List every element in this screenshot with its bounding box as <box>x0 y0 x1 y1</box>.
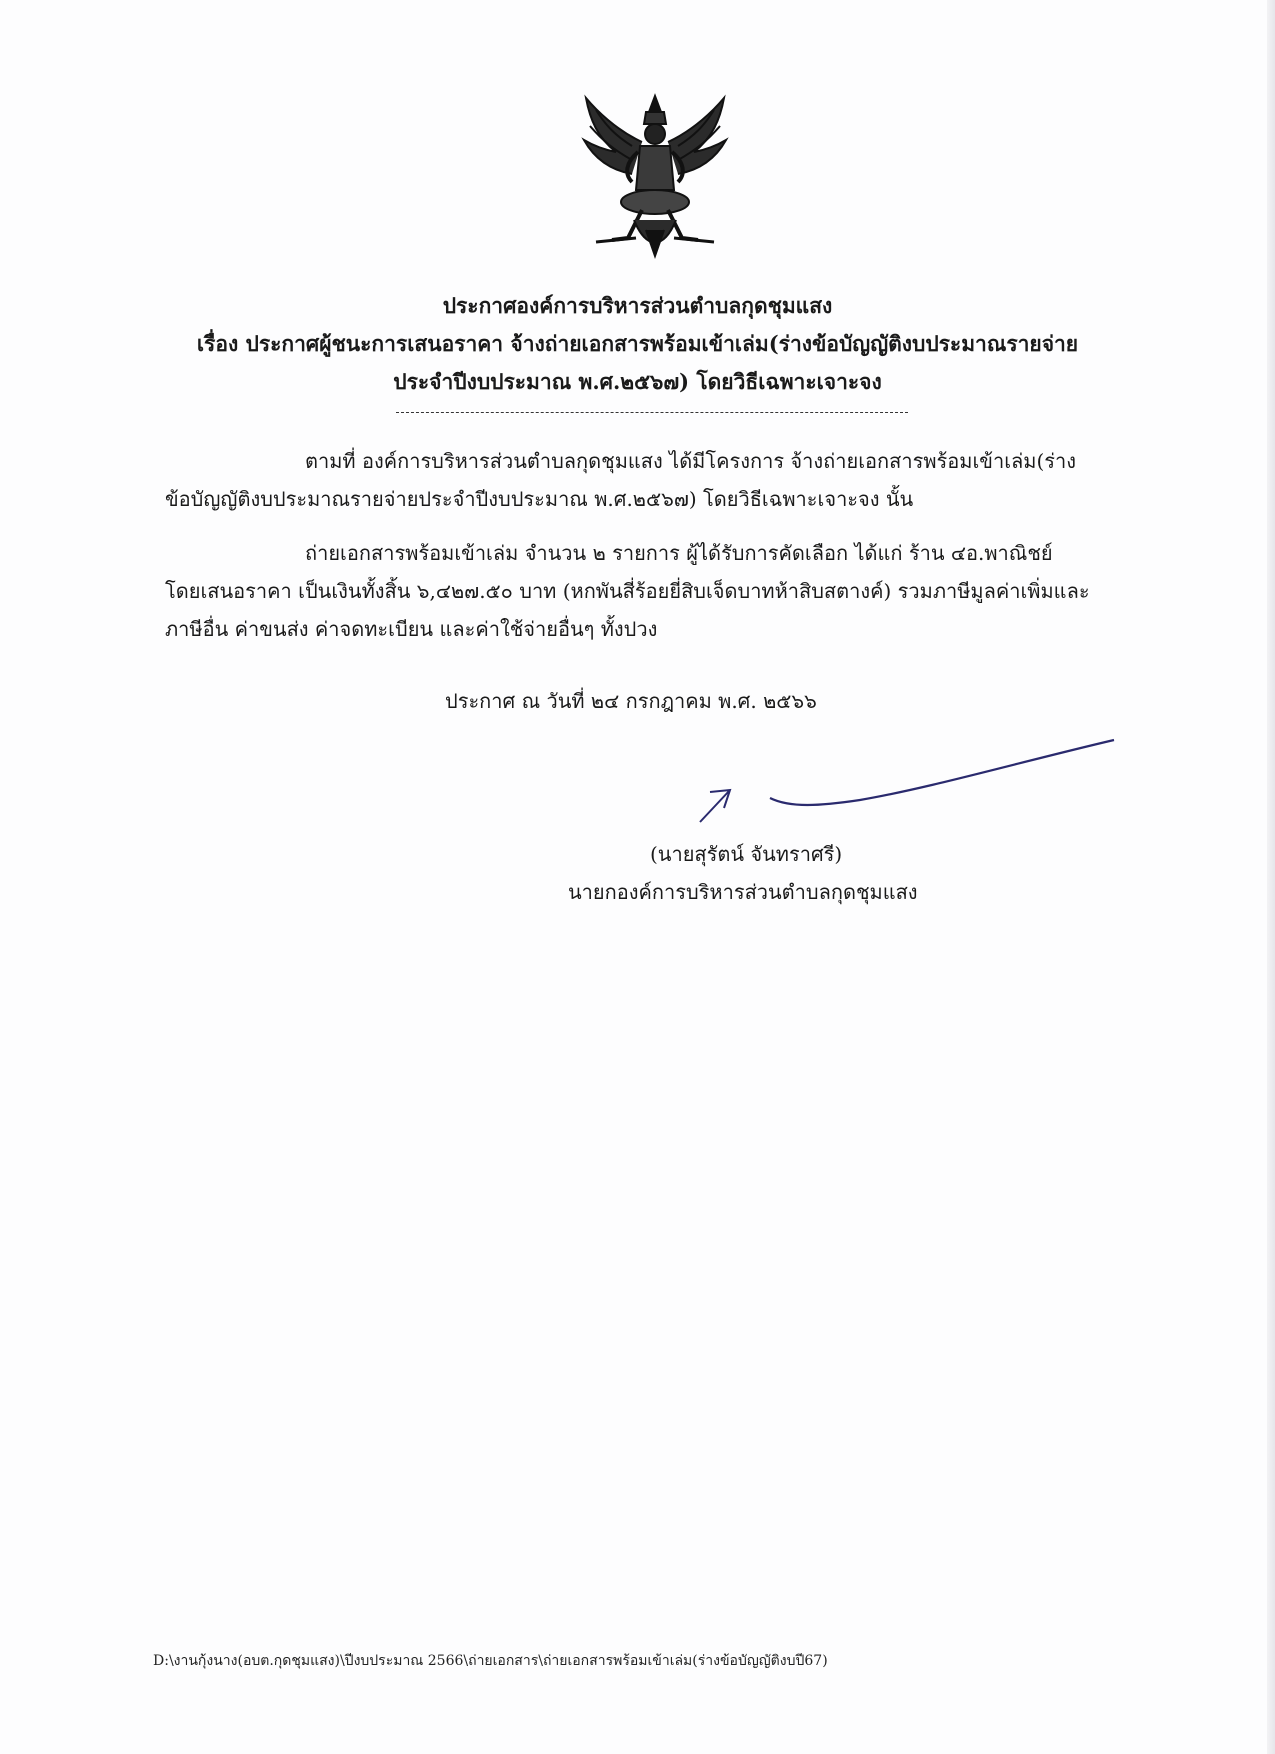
announcement-subject-line2: ประจำปีงบประมาณ พ.ศ.๒๕๖๗) โดยวิธีเฉพาะเจาะจง <box>393 369 882 394</box>
announcement-date: ประกาศ ณ วันที่ ๒๔ กรกฎาคม พ.ศ. ๒๕๖๖ <box>445 689 817 713</box>
paragraph-winner <box>165 534 1140 648</box>
announcement-title: ประกาศองค์การบริหารส่วนตำบลกุดชุมแสง <box>442 293 833 318</box>
paragraph-project-line1: ตามที่ องค์การบริหารส่วนตำบลกุดชุมแสง ได้มีโครงการ จ้างถ่ายเอกสารพร้อมเข้าเล่ม(ร่าง <box>305 449 1077 473</box>
announcement-subject-line1: เรื่อง ประกาศผู้ชนะการเสนอราคา จ้างถ่ายเอกสารพร้อมเข้าเล่ม(ร่างข้อบัญญัติงบประมาณรายจ่าย <box>196 331 1079 356</box>
paragraph-winner-line3: ภาษีอื่น ค่าขนส่ง ค่าจดทะเบียน และค่าใช้จ่ายอื่นๆ ทั้งปวง <box>165 617 658 641</box>
paragraph-project-line2: ข้อบัญญัติงบประมาณรายจ่ายประจำปีงบประมาณ พ.ศ.๒๕๖๗) โดยวิธีเฉพาะเจาะจง นั้น <box>165 487 914 511</box>
signer-title: นายกองค์การบริหารส่วนตำบลกุดชุมแสง <box>568 880 918 904</box>
heading-divider <box>396 412 908 413</box>
paragraph-winner-line2: โดยเสนอราคา เป็นเงินทั้งสิ้น ๖,๔๒๗.๕๐ บาท (หกพันสี่ร้อยยี่สิบเจ็ดบาทห้าสิบสตางค์) รวมภาษีมูลค่าเพิ่มและ <box>165 579 1090 603</box>
paragraph-winner-line1: ถ่ายเอกสารพร้อมเข้าเล่ม จำนวน ๒ รายการ ผู้ได้รับการคัดเลือก ได้แก่ ร้าน ๔อ.พาณิชย์ <box>305 541 1053 565</box>
signature-mark <box>690 730 1120 830</box>
garuda-emblem-icon <box>576 90 734 260</box>
file-path-footer: D:\งานกุ้งนาง(อบต.กุดชุมแสง)\ปีงบประมาณ 2566\ถ่ายเอกสาร\ถ่ายเอกสารพร้อมเข้าเล่ม(ร่างข้อบัญญัติงบปี67) <box>153 1653 828 1669</box>
page-edge-shadow <box>1267 0 1275 1754</box>
signer-name: (นายสุรัตน์ จันทราศรี) <box>650 842 843 866</box>
paragraph-project <box>165 442 1140 518</box>
